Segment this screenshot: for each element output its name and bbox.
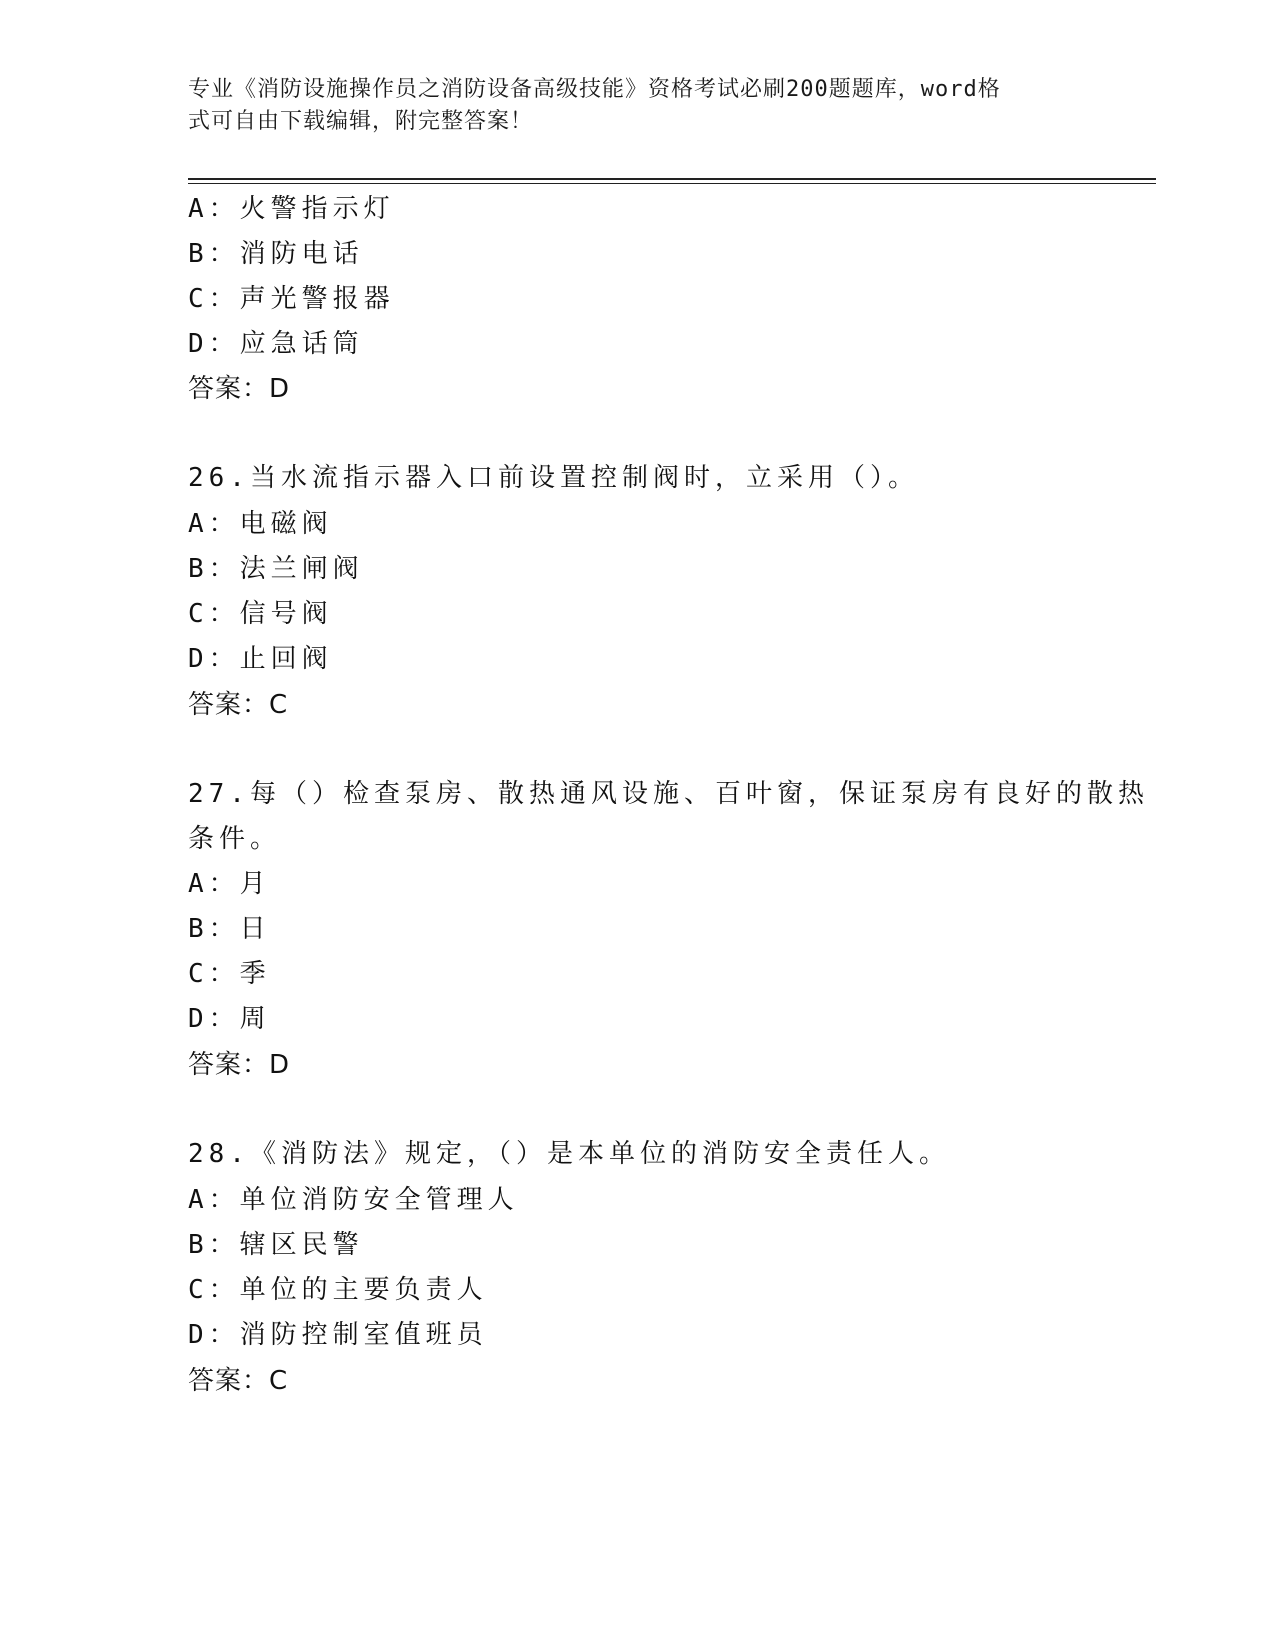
q27-answer: 答案：D <box>188 1050 291 1080</box>
q28-option-d: D：消防控制室值班员 <box>188 1320 488 1350</box>
q27-option-d: D：周 <box>188 1004 271 1034</box>
header-divider-thick <box>188 178 1156 180</box>
q26-option-a: A：电磁阀 <box>188 509 333 539</box>
header-line-2: 式可自由下载编辑，附完整答案！ <box>188 109 534 134</box>
q27-option-c: C：季 <box>188 959 271 989</box>
q25-option-c: C：声光警报器 <box>188 284 395 314</box>
document-header <box>188 74 1088 138</box>
q25-option-d: D：应急话筒 <box>188 329 364 359</box>
q27-question-line-1: 27.每（）检查泵房、散热通风设施、百叶窗，保证泵房有良好的散热 <box>188 779 1149 809</box>
q27-option-a: A：月 <box>188 869 271 899</box>
q27-option-b: B：日 <box>188 914 271 944</box>
q26-option-b: B：法兰闸阀 <box>188 554 364 584</box>
q25-option-a: A：火警指示灯 <box>188 194 395 224</box>
q28-answer: 答案：C <box>188 1366 289 1396</box>
q26-question: 26.当水流指示器入口前设置控制阀时，立采用（）。 <box>188 463 919 493</box>
q28-question: 28.《消防法》规定，（）是本单位的消防安全责任人。 <box>188 1139 950 1169</box>
q28-option-b: B：辖区民警 <box>188 1230 364 1260</box>
header-line-1: 专业《消防设施操作员之消防设备高级技能》资格考试必刷200题题库，word格 <box>188 77 1001 102</box>
header-divider-thin <box>188 183 1156 184</box>
q28-option-c: C：单位的主要负责人 <box>188 1275 488 1305</box>
q26-option-c: C：信号阀 <box>188 599 333 629</box>
q28-option-a: A：单位消防安全管理人 <box>188 1185 519 1215</box>
q25-answer: 答案：D <box>188 374 291 404</box>
q26-option-d: D：止回阀 <box>188 644 333 674</box>
q25-option-b: B：消防电话 <box>188 239 364 269</box>
q26-answer: 答案：C <box>188 690 289 720</box>
q27-question-line-2: 条件。 <box>188 824 282 854</box>
